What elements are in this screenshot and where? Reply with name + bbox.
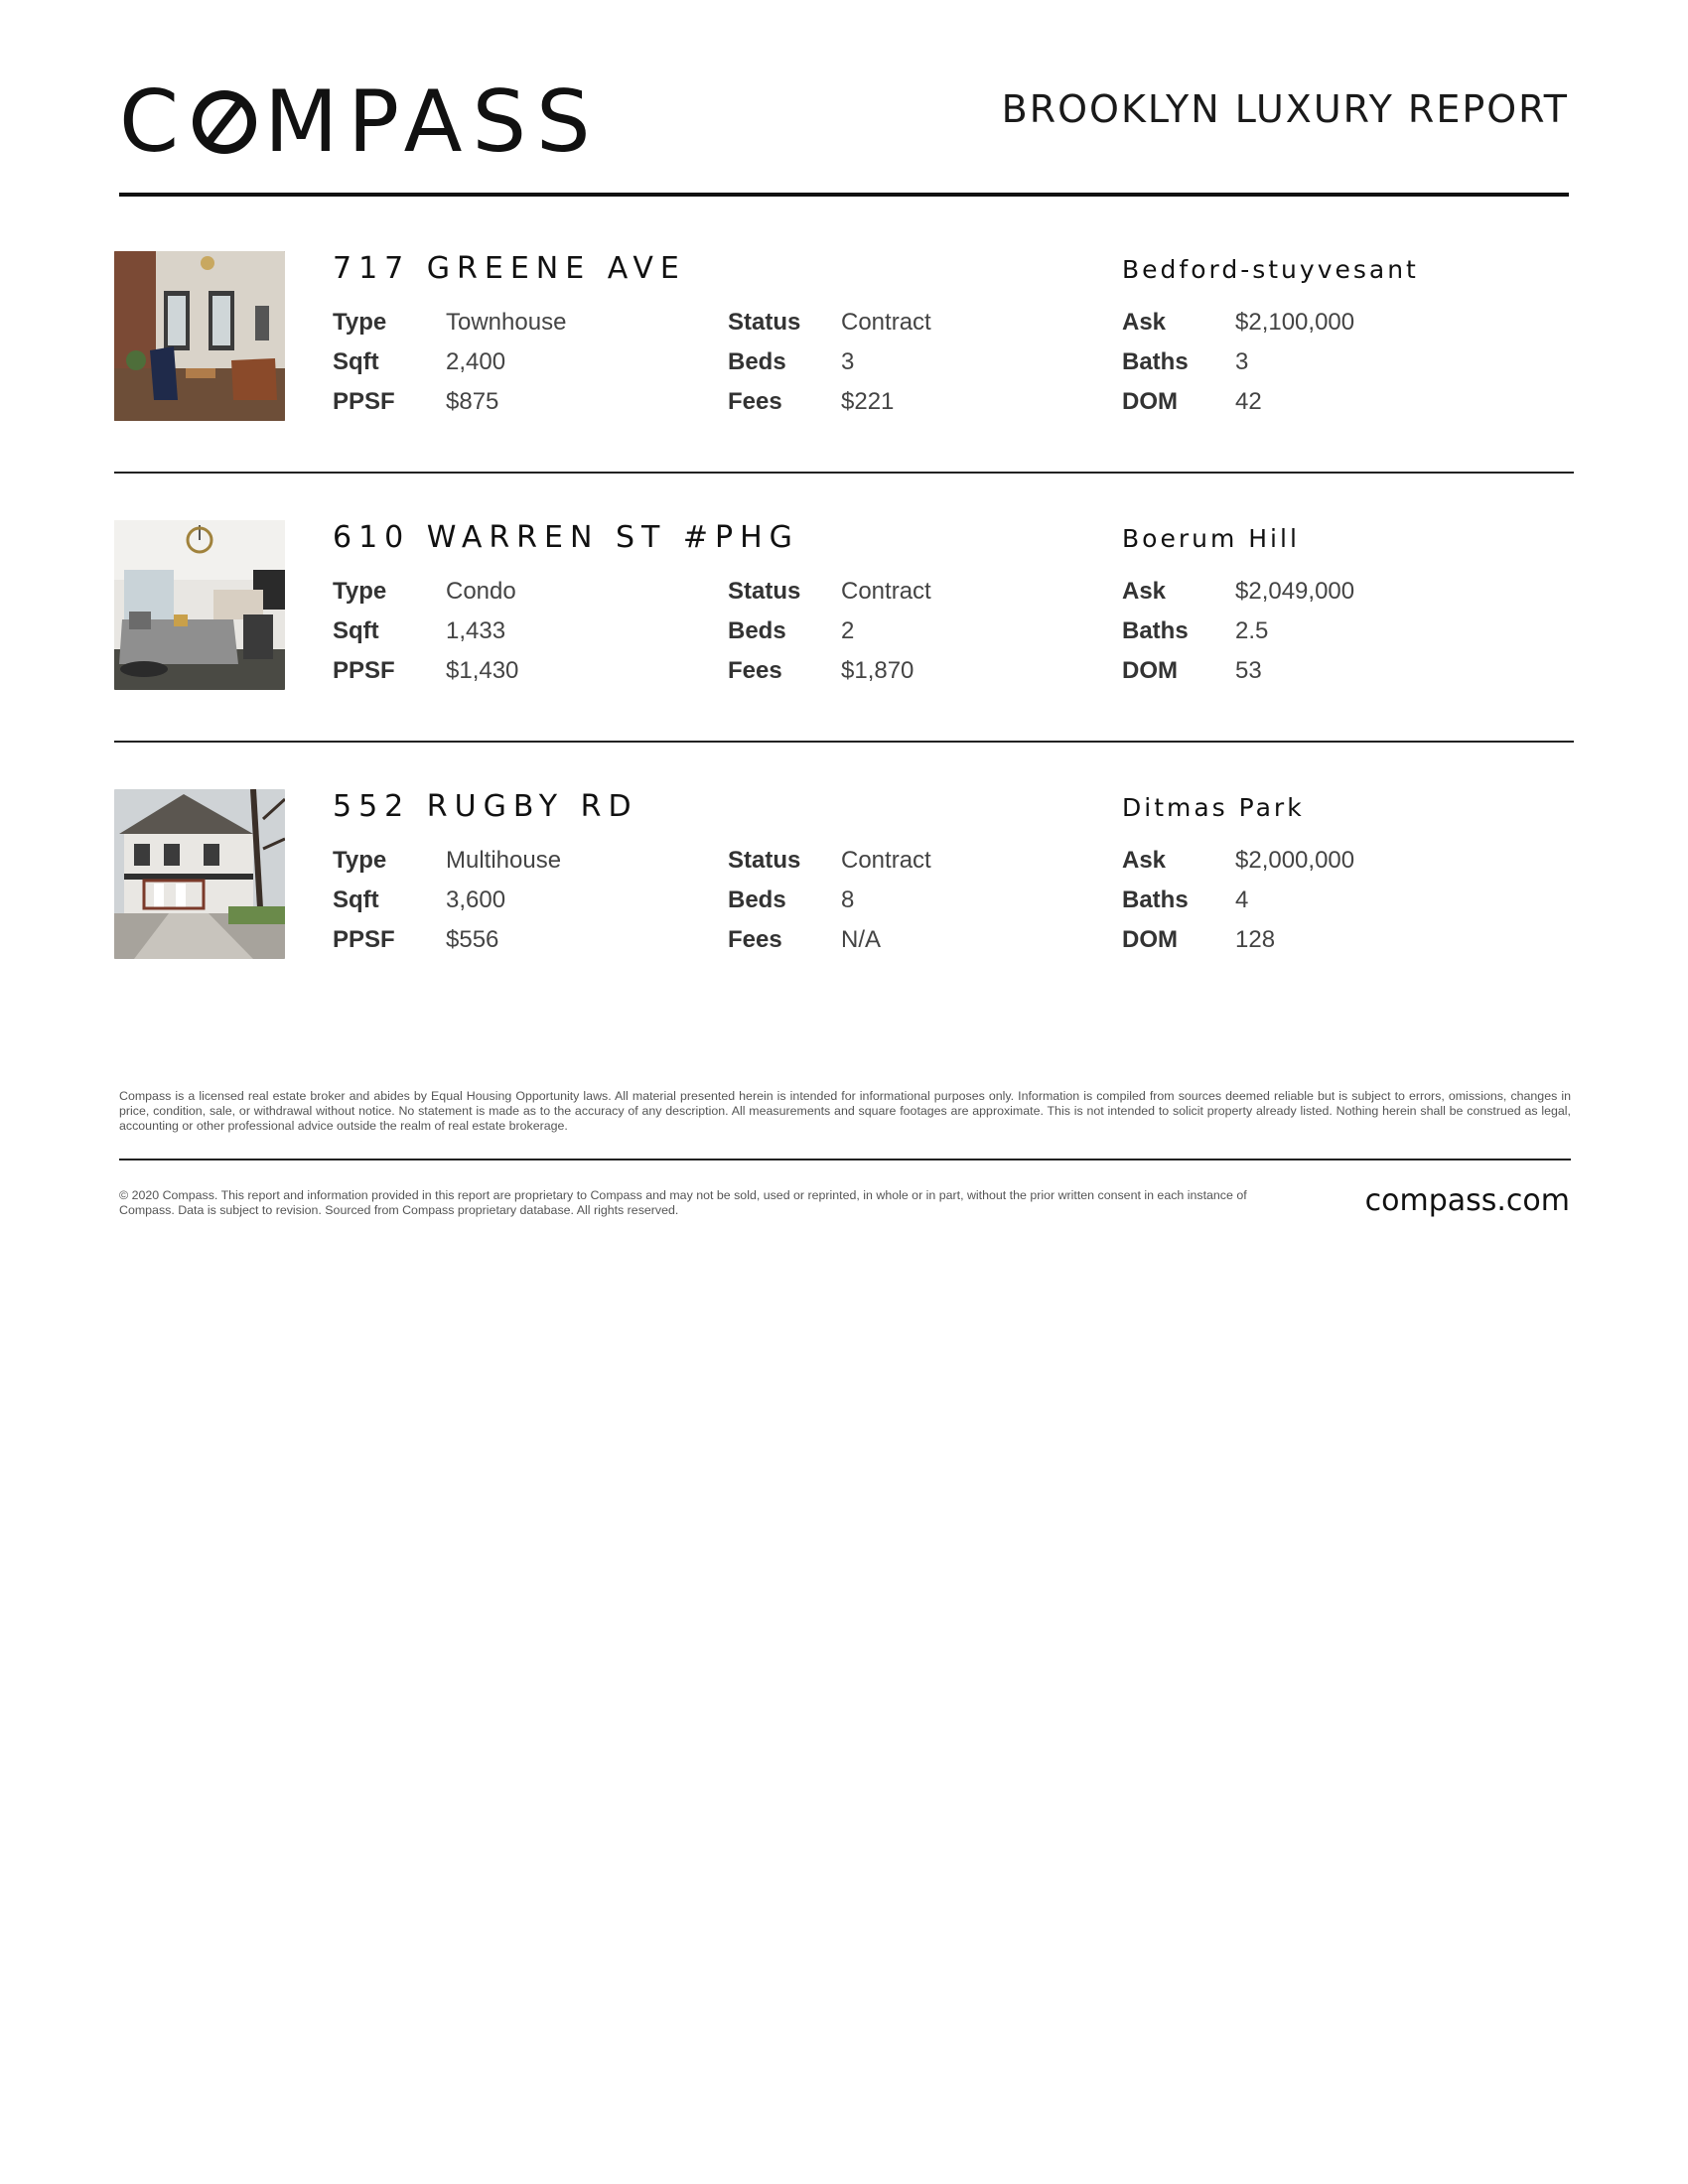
ask-value: $2,049,000 [1235, 578, 1355, 605]
living-room-photo [114, 251, 285, 421]
dom-row [1122, 382, 1354, 422]
baths-row [1122, 881, 1354, 920]
listing-details-right [1122, 572, 1354, 691]
listing-details-middle [728, 572, 931, 691]
status-row [728, 303, 931, 342]
ask-label: Ask [1122, 309, 1167, 336]
compass-logo: C MPASS [119, 72, 601, 172]
status-label: Status [728, 309, 801, 336]
dom-row [1122, 651, 1354, 691]
baths-value: 2.5 [1235, 617, 1269, 644]
baths-value: 3 [1235, 348, 1249, 375]
dom-value: 128 [1235, 926, 1276, 953]
legal-disclaimer: Compass is a licensed real estate broker and abides by Equal Housing Opportunity laws. All material presented herein is intended for informational purposes only. Information is compiled from sources deemed reliable but is subject to errors, omissions, changes in price, condition, sale, or withdrawal without notice. No statement is made as to the accuracy of any description. All measurements and square footages are approximate. This is not intended to solicit property already listed. Nothing herein shall be construed as legal, accounting or other professional advice outside the realm of real estate brokerage. [119, 1089, 1571, 1133]
type-label: Type [333, 847, 387, 874]
ppsf-row [333, 382, 566, 422]
ask-label: Ask [1122, 847, 1167, 874]
sqft-label: Sqft [333, 887, 379, 913]
header-divider [119, 193, 1569, 197]
baths-row [1122, 342, 1354, 382]
listing-neighborhood: Ditmas Park [1122, 793, 1305, 822]
fees-label: Fees [728, 388, 782, 415]
beds-label: Beds [728, 887, 786, 913]
ppsf-label: PPSF [333, 657, 395, 684]
type-label: Type [333, 309, 387, 336]
listing-details-left [333, 303, 566, 422]
type-label: Type [333, 578, 387, 605]
ask-value: $2,100,000 [1235, 309, 1355, 336]
type-value: Townhouse [446, 309, 567, 336]
status-label: Status [728, 578, 801, 605]
fees-row [728, 651, 931, 691]
ask-row [1122, 841, 1354, 881]
sqft-label: Sqft [333, 617, 379, 644]
listing-divider [114, 472, 1574, 474]
listing-address: 717 GREENE AVE [333, 251, 686, 286]
dom-label: DOM [1122, 926, 1178, 953]
status-row [728, 572, 931, 612]
fees-value: N/A [841, 926, 882, 953]
beds-value: 3 [841, 348, 855, 375]
listing-details-left [333, 841, 561, 960]
type-row [333, 572, 518, 612]
website-link[interactable]: compass.com [1364, 1183, 1570, 1218]
beds-label: Beds [728, 348, 786, 375]
dom-value: 53 [1235, 657, 1262, 684]
status-value: Contract [841, 309, 931, 336]
condo-living-room-photo [114, 520, 285, 690]
listing-address: 552 RUGBY RD [333, 789, 638, 824]
ppsf-row [333, 920, 561, 960]
fees-label: Fees [728, 926, 782, 953]
beds-row [728, 612, 931, 651]
house-exterior-photo [114, 789, 285, 959]
listing-divider [114, 741, 1574, 743]
status-label: Status [728, 847, 801, 874]
beds-value: 2 [841, 617, 855, 644]
type-value: Condo [446, 578, 516, 605]
status-value: Contract [841, 578, 931, 605]
compass-logo-o-mark [193, 90, 256, 154]
baths-row [1122, 612, 1354, 651]
footer-divider [119, 1159, 1571, 1160]
listing-card [114, 789, 1574, 968]
listing-details-middle [728, 841, 931, 960]
listing-neighborhood: Boerum Hill [1122, 524, 1300, 553]
beds-label: Beds [728, 617, 786, 644]
baths-value: 4 [1235, 887, 1249, 913]
status-row [728, 841, 931, 881]
fees-value: $221 [841, 388, 895, 415]
ppsf-label: PPSF [333, 926, 395, 953]
fees-row [728, 382, 931, 422]
ppsf-value: $1,430 [446, 657, 519, 684]
type-value: Multihouse [446, 847, 562, 874]
sqft-value: 3,600 [446, 887, 506, 913]
type-row [333, 841, 561, 881]
copyright-notice: © 2020 Compass. This report and information provided in this report are proprietary to Compass and may not be sold, used or reprinted, in whole or in part, without the prior written consent in each instance of Compass. Data is subject to revision. Sourced from Compass proprietary database. All rights reserved. [119, 1188, 1247, 1217]
fees-label: Fees [728, 657, 782, 684]
baths-label: Baths [1122, 617, 1189, 644]
listing-card [114, 251, 1574, 430]
beds-row [728, 342, 931, 382]
ask-label: Ask [1122, 578, 1167, 605]
listing-card [114, 520, 1574, 699]
report-header [119, 72, 1569, 179]
sqft-value: 1,433 [446, 617, 506, 644]
beds-value: 8 [841, 887, 855, 913]
listing-details-middle [728, 303, 931, 422]
sqft-row [333, 881, 561, 920]
sqft-row [333, 342, 566, 382]
sqft-label: Sqft [333, 348, 379, 375]
dom-row [1122, 920, 1354, 960]
listing-neighborhood: Bedford-stuyvesant [1122, 255, 1419, 284]
ppsf-row [333, 651, 518, 691]
fees-value: $1,870 [841, 657, 914, 684]
listing-details-right [1122, 303, 1354, 422]
sqft-value: 2,400 [446, 348, 506, 375]
ask-row [1122, 303, 1354, 342]
dom-label: DOM [1122, 388, 1178, 415]
listing-details-right [1122, 841, 1354, 960]
ppsf-value: $556 [446, 926, 499, 953]
ask-value: $2,000,000 [1235, 847, 1355, 874]
listing-address: 610 WARREN ST #PHG [333, 520, 799, 555]
baths-label: Baths [1122, 887, 1189, 913]
beds-row [728, 881, 931, 920]
dom-label: DOM [1122, 657, 1178, 684]
sqft-row [333, 612, 518, 651]
ask-row [1122, 572, 1354, 612]
status-value: Contract [841, 847, 931, 874]
fees-row [728, 920, 931, 960]
listing-details-left [333, 572, 518, 691]
report-title: BROOKLYN LUXURY REPORT [1001, 87, 1569, 131]
dom-value: 42 [1235, 388, 1262, 415]
type-row [333, 303, 566, 342]
ppsf-label: PPSF [333, 388, 395, 415]
baths-label: Baths [1122, 348, 1189, 375]
ppsf-value: $875 [446, 388, 499, 415]
